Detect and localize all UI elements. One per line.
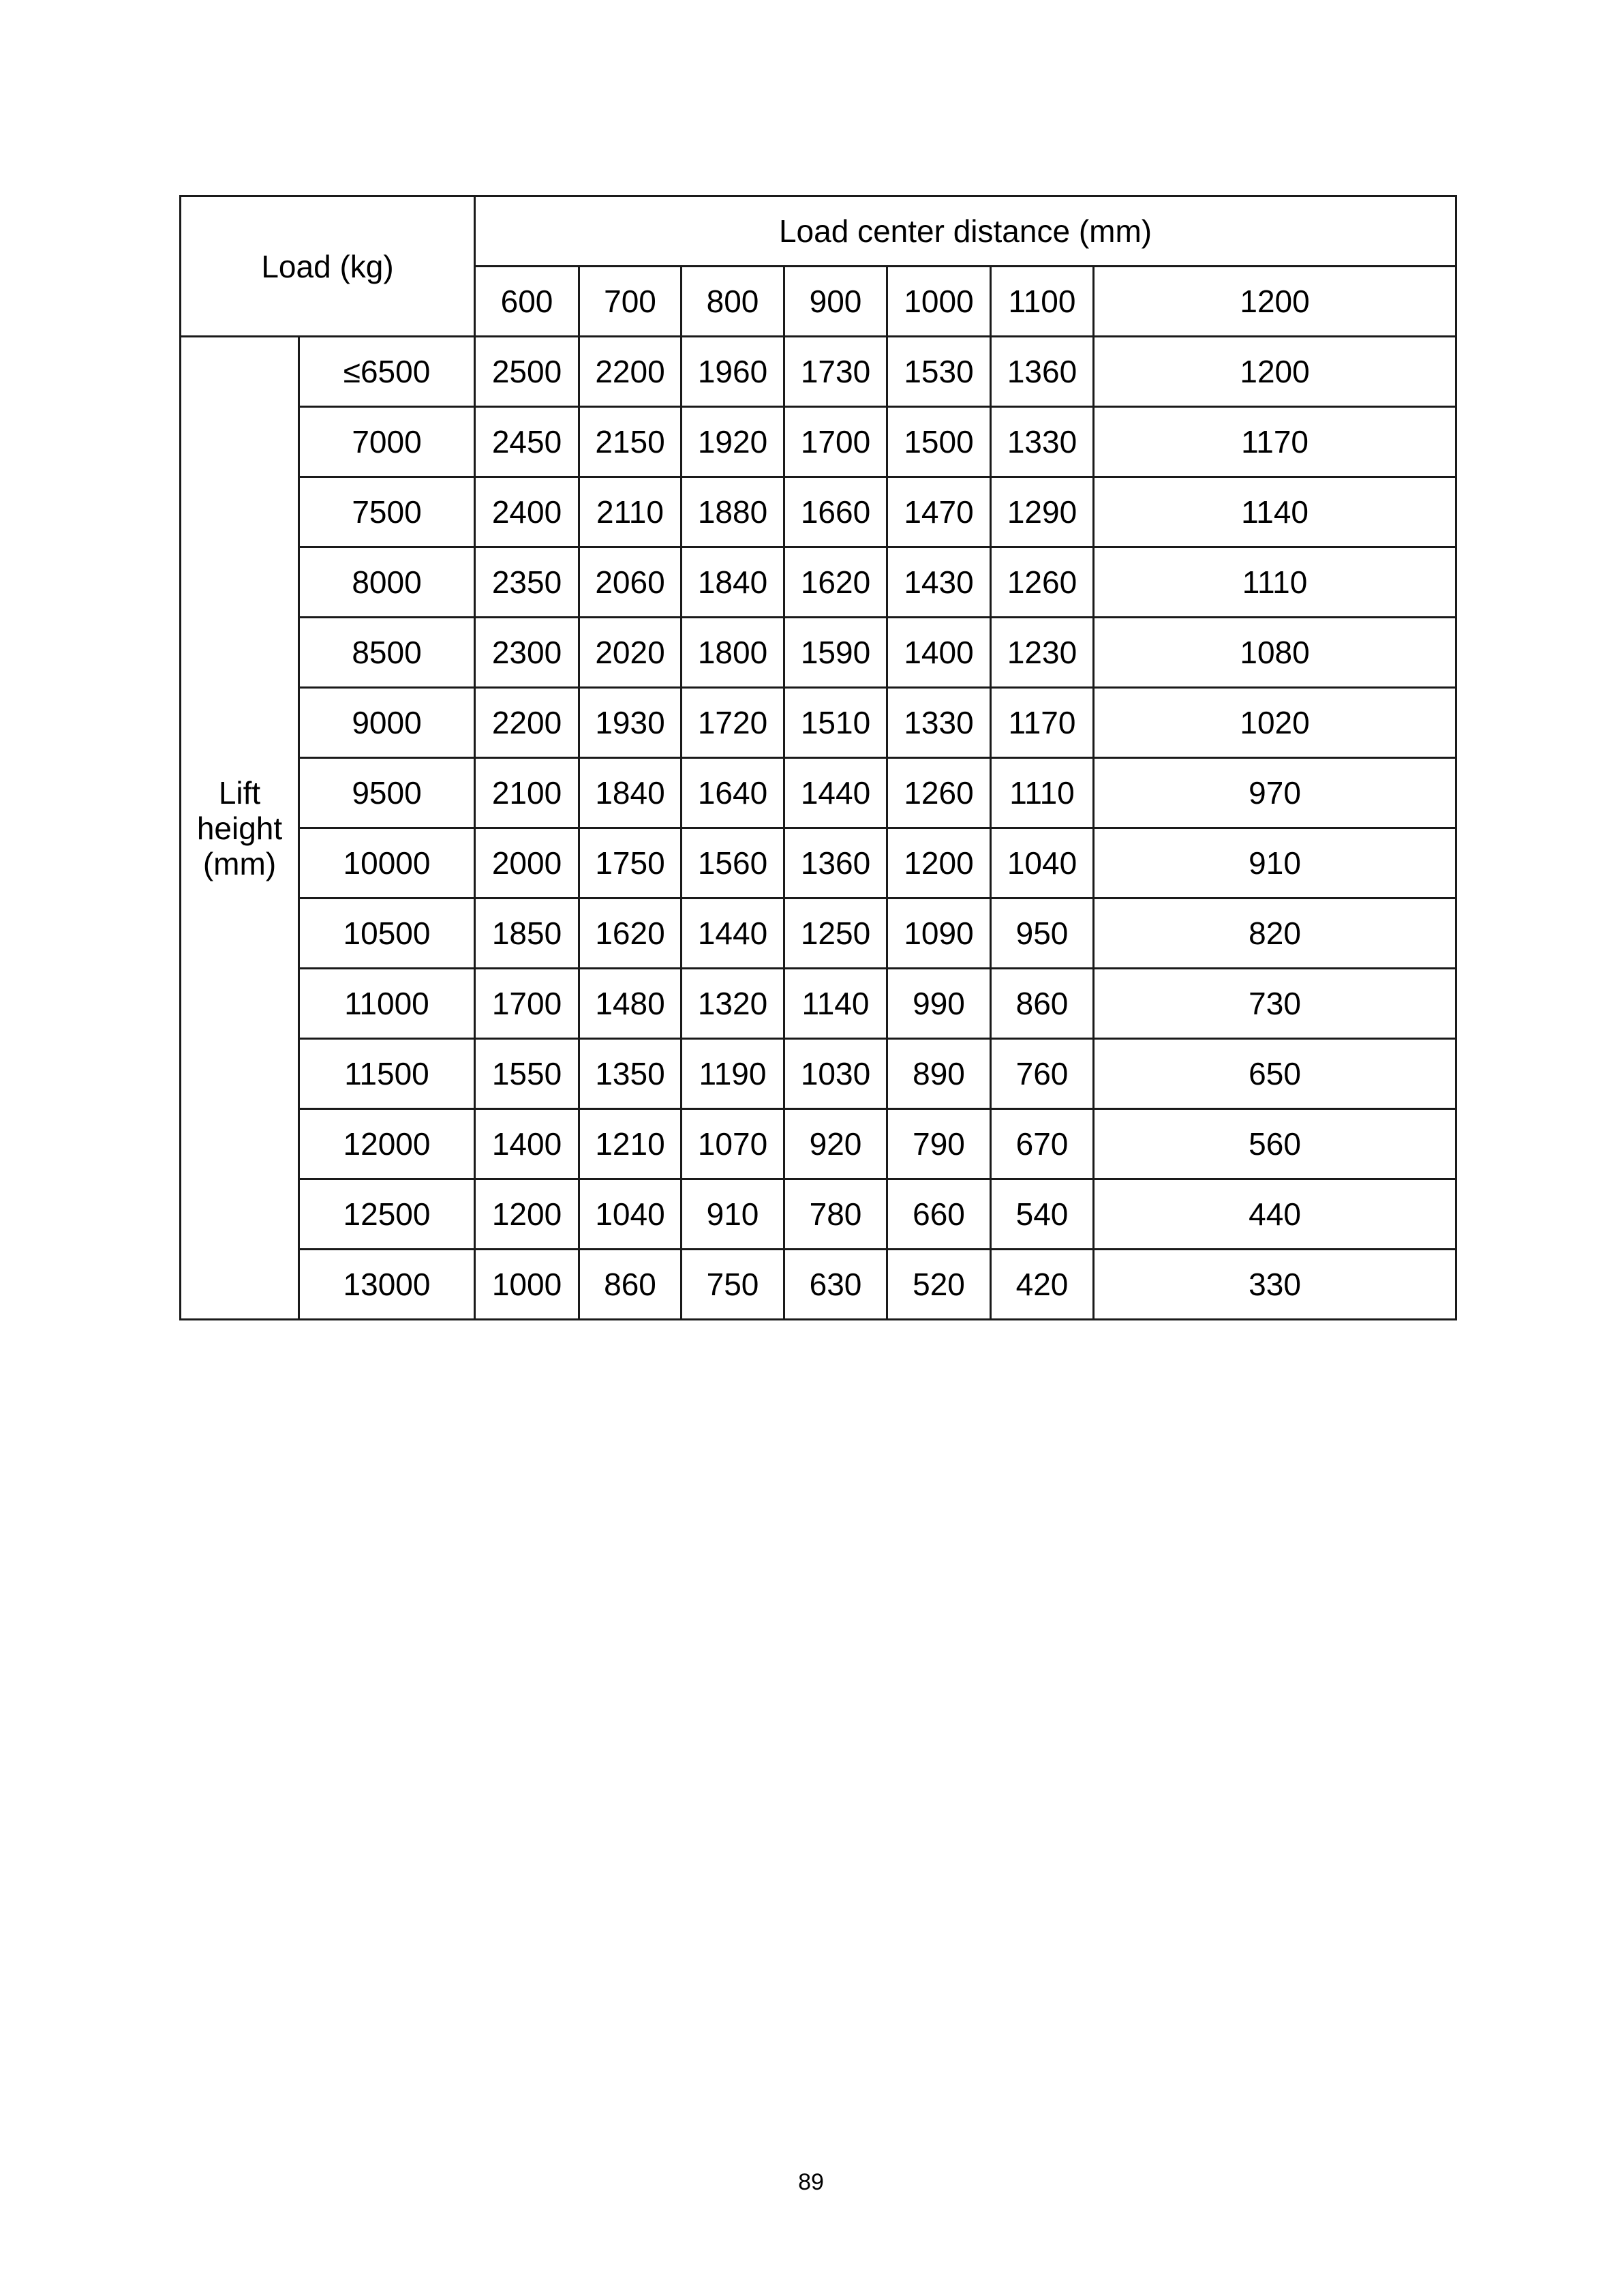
capacity-cell: 1730 [784, 337, 887, 407]
capacity-cell: 1200 [475, 1179, 579, 1250]
column-header: 800 [682, 267, 784, 337]
table-row [181, 407, 1456, 477]
capacity-cell: 1840 [579, 758, 682, 828]
capacity-cell: 2060 [579, 547, 682, 618]
capacity-cell: 970 [1094, 758, 1456, 828]
capacity-cell: 1430 [887, 547, 991, 618]
capacity-cell: 1080 [1094, 618, 1456, 688]
capacity-cell: 670 [991, 1109, 1094, 1179]
capacity-cell: 780 [784, 1179, 887, 1250]
table-row [181, 1179, 1456, 1250]
capacity-cell: 1750 [579, 828, 682, 898]
capacity-cell: 2400 [475, 477, 579, 547]
table-row [181, 1250, 1456, 1320]
capacity-cell: 1190 [682, 1039, 784, 1109]
table-row [181, 1109, 1456, 1179]
lift-height-cell: 12500 [299, 1179, 475, 1250]
lift-height-cell: 11000 [299, 969, 475, 1039]
lift-height-cell: 7000 [299, 407, 475, 477]
capacity-cell: 1330 [887, 688, 991, 758]
capacity-cell: 1700 [475, 969, 579, 1039]
capacity-cell: 1620 [579, 898, 682, 969]
capacity-cell: 2200 [579, 337, 682, 407]
capacity-cell: 1470 [887, 477, 991, 547]
capacity-cell: 2020 [579, 618, 682, 688]
capacity-cell: 2350 [475, 547, 579, 618]
capacity-cell: 1620 [784, 547, 887, 618]
capacity-cell: 420 [991, 1250, 1094, 1320]
lift-height-label-line: Lift [218, 774, 261, 811]
capacity-cell: 2110 [579, 477, 682, 547]
table-row [181, 758, 1456, 828]
lift-height-cell: 8500 [299, 618, 475, 688]
capacity-cell: 1230 [991, 618, 1094, 688]
column-header: 1100 [991, 267, 1094, 337]
capacity-cell: 750 [682, 1250, 784, 1320]
capacity-cell: 1110 [1094, 547, 1456, 618]
table-row [181, 547, 1456, 618]
lift-height-cell: ≤6500 [299, 337, 475, 407]
capacity-cell: 1960 [682, 337, 784, 407]
capacity-cell: 1090 [887, 898, 991, 969]
capacity-cell: 1800 [682, 618, 784, 688]
capacity-cell: 2500 [475, 337, 579, 407]
capacity-cell: 730 [1094, 969, 1456, 1039]
capacity-cell: 1140 [784, 969, 887, 1039]
capacity-cell: 990 [887, 969, 991, 1039]
capacity-cell: 1400 [887, 618, 991, 688]
capacity-cell: 1260 [991, 547, 1094, 618]
capacity-cell: 2100 [475, 758, 579, 828]
capacity-cell: 1500 [887, 407, 991, 477]
corner-header: Load (kg) [181, 196, 475, 337]
capacity-cell: 1440 [682, 898, 784, 969]
column-header: 1200 [1094, 267, 1456, 337]
capacity-cell: 330 [1094, 1250, 1456, 1320]
lift-height-cell: 9000 [299, 688, 475, 758]
capacity-cell: 1930 [579, 688, 682, 758]
lift-height-label-line: (mm) [202, 845, 277, 881]
capacity-cell: 1250 [784, 898, 887, 969]
capacity-cell: 860 [579, 1250, 682, 1320]
capacity-cell: 1200 [1094, 337, 1456, 407]
capacity-cell: 2200 [475, 688, 579, 758]
capacity-cell: 1590 [784, 618, 887, 688]
capacity-cell: 1400 [475, 1109, 579, 1179]
capacity-cell: 1200 [887, 828, 991, 898]
capacity-cell: 1360 [784, 828, 887, 898]
lift-height-label-line: height [196, 810, 283, 846]
capacity-cell: 2000 [475, 828, 579, 898]
capacity-cell: 1210 [579, 1109, 682, 1179]
capacity-cell: 1260 [887, 758, 991, 828]
capacity-cell: 1290 [991, 477, 1094, 547]
capacity-cell: 2300 [475, 618, 579, 688]
table-row [181, 618, 1456, 688]
lift-height-cell: 9500 [299, 758, 475, 828]
lift-height-cell: 8000 [299, 547, 475, 618]
capacity-cell: 520 [887, 1250, 991, 1320]
column-header: 700 [579, 267, 682, 337]
capacity-cell: 1140 [1094, 477, 1456, 547]
capacity-cell: 1040 [991, 828, 1094, 898]
capacity-cell: 1440 [784, 758, 887, 828]
capacity-cell: 1480 [579, 969, 682, 1039]
lift-height-cell: 12000 [299, 1109, 475, 1179]
capacity-cell: 1700 [784, 407, 887, 477]
lift-height-cell: 10500 [299, 898, 475, 969]
capacity-cell: 440 [1094, 1179, 1456, 1250]
capacity-cell: 1510 [784, 688, 887, 758]
capacity-cell: 820 [1094, 898, 1456, 969]
table-row [181, 969, 1456, 1039]
capacity-cell: 910 [682, 1179, 784, 1250]
capacity-cell: 1040 [579, 1179, 682, 1250]
capacity-cell: 1350 [579, 1039, 682, 1109]
capacity-cell: 1560 [682, 828, 784, 898]
lift-height-cell: 10000 [299, 828, 475, 898]
capacity-cell: 1550 [475, 1039, 579, 1109]
table-row [181, 337, 1456, 407]
capacity-cell: 1330 [991, 407, 1094, 477]
lift-height-group-label [181, 337, 299, 1320]
column-header: 900 [784, 267, 887, 337]
capacity-cell: 1000 [475, 1250, 579, 1320]
capacity-cell: 1720 [682, 688, 784, 758]
column-header: 1000 [887, 267, 991, 337]
capacity-cell: 1020 [1094, 688, 1456, 758]
capacity-cell: 1110 [991, 758, 1094, 828]
capacity-cell: 560 [1094, 1109, 1456, 1179]
capacity-cell: 1170 [1094, 407, 1456, 477]
capacity-cell: 2150 [579, 407, 682, 477]
table-row [181, 828, 1456, 898]
load-center-distance-header: Load center distance (mm) [475, 196, 1456, 267]
page-number: 89 [798, 2169, 824, 2195]
capacity-cell: 950 [991, 898, 1094, 969]
capacity-cell: 1360 [991, 337, 1094, 407]
capacity-cell: 920 [784, 1109, 887, 1179]
capacity-cell: 1170 [991, 688, 1094, 758]
load-capacity-table [179, 195, 1457, 1320]
capacity-cell: 1030 [784, 1039, 887, 1109]
lift-height-cell: 11500 [299, 1039, 475, 1109]
lift-height-cell: 7500 [299, 477, 475, 547]
capacity-cell: 660 [887, 1179, 991, 1250]
capacity-cell: 630 [784, 1250, 887, 1320]
capacity-cell: 890 [887, 1039, 991, 1109]
capacity-cell: 1660 [784, 477, 887, 547]
lift-height-cell: 13000 [299, 1250, 475, 1320]
capacity-cell: 760 [991, 1039, 1094, 1109]
table-row [181, 1039, 1456, 1109]
table-row [181, 477, 1456, 547]
capacity-cell: 1070 [682, 1109, 784, 1179]
capacity-cell: 1850 [475, 898, 579, 969]
capacity-cell: 1640 [682, 758, 784, 828]
capacity-cell: 790 [887, 1109, 991, 1179]
capacity-cell: 1320 [682, 969, 784, 1039]
capacity-cell: 1530 [887, 337, 991, 407]
capacity-cell: 860 [991, 969, 1094, 1039]
capacity-cell: 540 [991, 1179, 1094, 1250]
capacity-cell: 2450 [475, 407, 579, 477]
column-header: 600 [475, 267, 579, 337]
capacity-cell: 1880 [682, 477, 784, 547]
capacity-cell: 650 [1094, 1039, 1456, 1109]
table-row [181, 688, 1456, 758]
capacity-cell: 1920 [682, 407, 784, 477]
table-row [181, 898, 1456, 969]
capacity-cell: 1840 [682, 547, 784, 618]
capacity-cell: 910 [1094, 828, 1456, 898]
